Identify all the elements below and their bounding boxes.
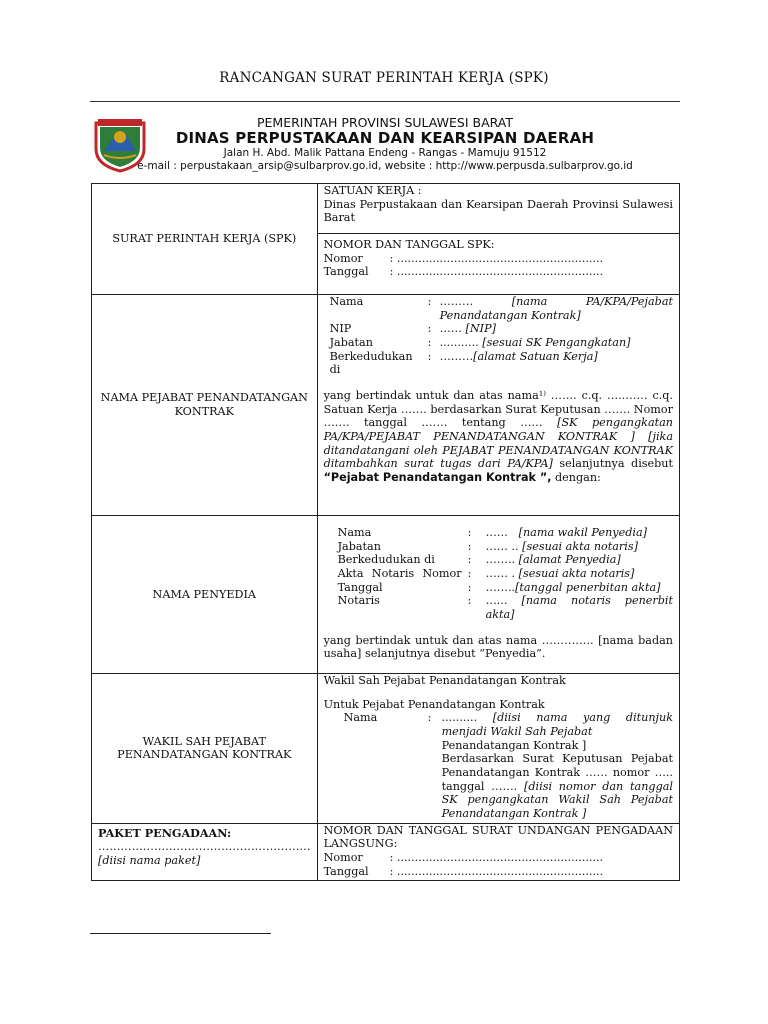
penyedia-kedudukan-field: Berkedudukan di : …….. [alamat Penyedia] [337, 553, 621, 567]
pejabat-paragraph: yang bertindak untuk dan atas nama¹⁾ ……. c.q. …..…… c.q. Satuan Kerja ……. berdasarkan Surat Keputusan ……. Nomor ……. tanggal ……. tentang …… [SK pengangkatan PA/KPA/PEJABAT PENANDATANGAN KONTRAK ] [jika ditandatangani oleh PEJABAT PENANDATANGAN KONTRAK ditambahkan surat tugas dari PA/KPA] selanjutnya disebut “Pejabat Penandatangan Kontrak ”, dengan: [323, 388, 673, 484]
penyedia-nama-field: Nama : …… [nama wakil Penyedia] [337, 526, 647, 539]
footnote-divider [90, 933, 271, 934]
pejabat-jabatan-field: Jabatan : ........... [sesuai SK Pengangkatan] [329, 335, 631, 349]
pejabat-nama-field: Nama : ……… [nama PA/KPA/Pejabat Penandatangan Kontrak] [329, 295, 673, 322]
letterhead-address: Jalan H. Abd. Malik Pattana Endeng - Rangas - Mamuju 91512 [223, 147, 547, 159]
pejabat-row [92, 295, 680, 516]
wakil-line2: Untuk Pejabat Penandatangan Kontrak [323, 697, 545, 711]
wakil-nama-field: Nama : .......... [diisi nama yang ditunjuk menjadi Wakil Sah Pejabat Penandatangan Kontrak ] Berdasarkan Surat Keputusan Pejabat Penandatangan Kontrak …… nomor ….. tanggal ……. [diisi nomor dan tanggal SK pengangkatan Wakil Sah Pejabat Penandatangan Kontrak ] [343, 711, 674, 820]
satuan-kerja-label: SATUAN KERJA : [323, 184, 422, 197]
paket-value[interactable]: [diisi nama paket] [98, 853, 201, 867]
wakil-line1: Wakil Sah Pejabat Penandatangan Kontrak [323, 674, 566, 687]
spk-tanggal-field: Tanggal : .......................................................... [324, 265, 673, 279]
pejabat-label: NAMA PEJABAT PENANDATANGAN KONTRAK [92, 295, 318, 516]
title-divider [90, 101, 680, 102]
wakil-row [92, 674, 680, 824]
undangan-label: NOMOR DAN TANGGAL SURAT UNDANGAN PENGADAAN LANGSUNG: [323, 823, 673, 851]
undangan-tanggal-value[interactable]: : .......................................................... [389, 864, 604, 878]
document-title: RANCANGAN SURAT PERINTAH KERJA (SPK) [219, 70, 549, 86]
spk-label: SURAT PERINTAH KERJA (SPK) [92, 184, 318, 295]
letterhead-government: PEMERINTAH PROVINSI SULAWESI BARAT [256, 115, 514, 130]
paket-row [92, 823, 680, 881]
satuan-kerja-value: Dinas Perpustakaan dan Kearsipan Daerah Provinsi Sulawesi Barat [323, 197, 673, 225]
undangan-tanggal-field: Tanggal : .......................................................... [324, 865, 673, 879]
spk-form-table [91, 183, 680, 881]
pejabat-kedudukan-field: Berkedudukan di : ………[alamat Satuan Kerja] [329, 349, 598, 377]
penyedia-jabatan-field: Jabatan : …… .. [sesuai akta notaris] [337, 539, 638, 553]
spk-nomor-value[interactable]: : .......................................................... [389, 251, 604, 265]
letterhead-agency: DINAS PERPUSTAKAAN DAN KEARSIPAN DAERAH [175, 129, 595, 147]
penyedia-tanggal-field: Tanggal : ……..[tanggal penerbitan akta] [337, 580, 661, 594]
undangan-nomor-value[interactable]: : .......................................................... [389, 850, 604, 864]
pejabat-nip-field: NIP : …… [NIP] [329, 322, 496, 336]
wakil-label: WAKIL SAH PEJABAT PENANDATANGAN KONTRAK [92, 674, 318, 824]
penyedia-label: NAMA PENYEDIA [92, 516, 318, 674]
spk-nomor-field: Nomor : .......................................................... [324, 252, 673, 266]
letterhead [90, 113, 680, 175]
letterhead-contact: e-mail : perpustakaan_arsip@sulbarprov.go.id, website : http://www.perpusda.sulbarprov.go.id [137, 160, 633, 172]
penyedia-row [92, 516, 680, 674]
nomor-tanggal-spk-label: NOMOR DAN TANGGAL SPK: [323, 237, 495, 251]
penyedia-paragraph: yang bertindak untuk dan atas nama ………….. [nama badan usaha] selanjutnya disebut “Penyedia”. [323, 633, 673, 661]
spk-tanggal-value[interactable]: : .......................................................... [389, 265, 604, 279]
section-divider [318, 233, 679, 234]
spk-row [92, 184, 680, 295]
penyedia-notaris-field: Notaris : …... [nama notaris penerbit akta] [337, 594, 673, 621]
paket-label: PAKET PENGADAAN: [98, 825, 232, 840]
penyedia-akta-field: Akta Notaris Nomor : …… . [sesuai akta notaris] [337, 566, 635, 580]
paket-dots[interactable]: ………………………………………………… [98, 840, 311, 854]
undangan-nomor-field: Nomor : .......................................................... [324, 851, 673, 865]
